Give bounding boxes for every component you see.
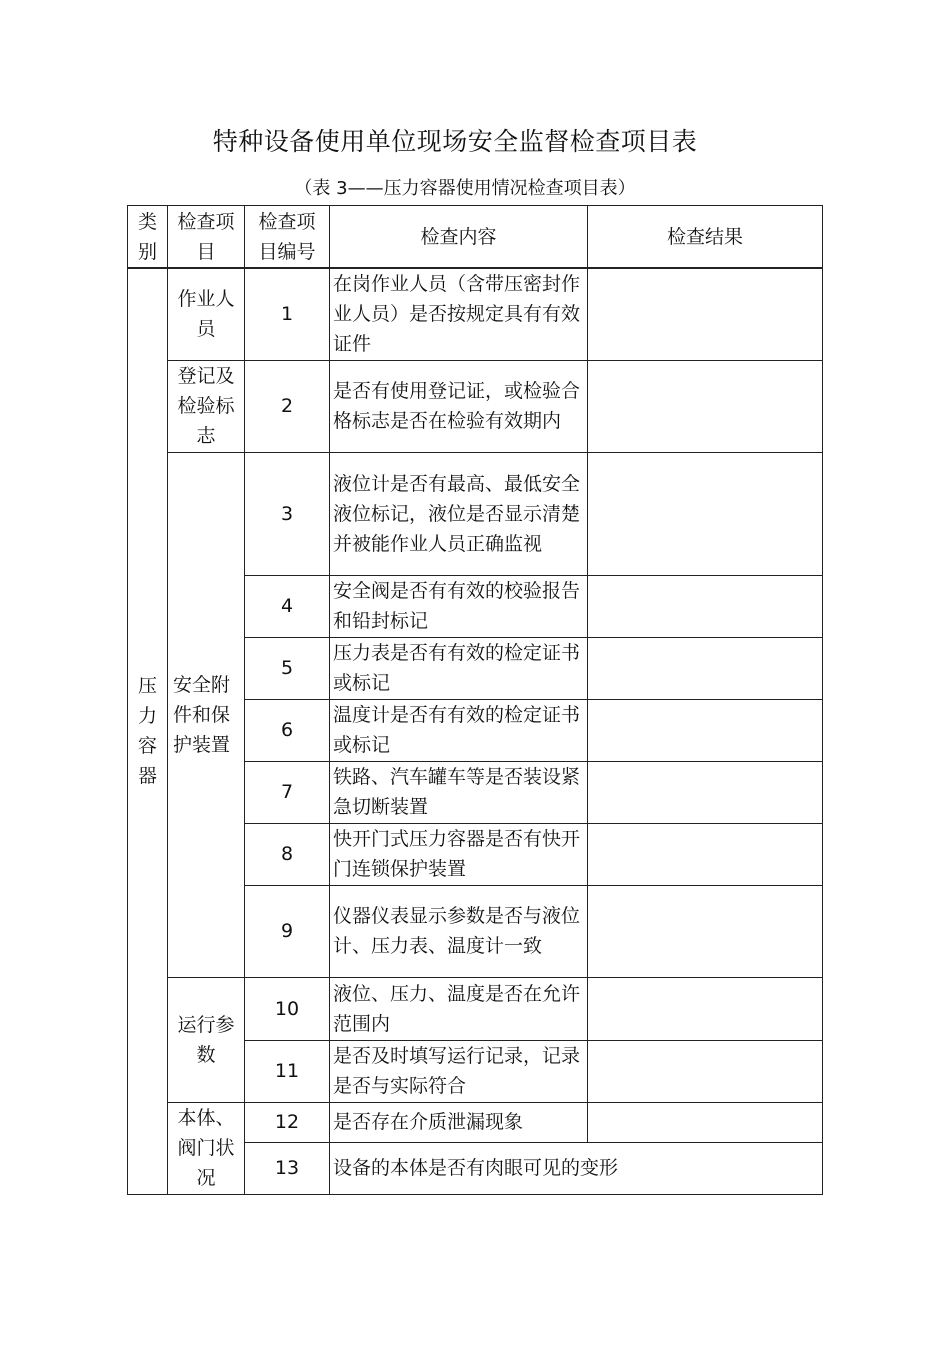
table-row (128, 268, 823, 360)
result-cell[interactable] (588, 885, 823, 977)
item-content: 压力表是否有有效的检定证书或标记 (330, 637, 588, 699)
header-row (128, 206, 823, 269)
item-content: 在岗作业人员（含带压密封作业人员）是否按规定具有有效证件 (330, 268, 588, 360)
category-cell (128, 268, 168, 1194)
table-row (128, 1102, 823, 1142)
item-content: 液位计是否有最高、最低安全液位标记，液位是否显示清楚并被能作业人员正确监视 (330, 452, 588, 575)
header-item-no: 检查项目编号 (245, 206, 330, 269)
result-cell[interactable] (588, 268, 823, 360)
header-result: 检查结果 (588, 206, 823, 269)
result-cell[interactable] (588, 575, 823, 637)
result-cell[interactable] (588, 699, 823, 761)
item-number: 13 (245, 1142, 330, 1194)
table-row (128, 452, 823, 575)
header-content: 检查内容 (330, 206, 588, 269)
item-content: 是否存在介质泄漏现象 (330, 1102, 588, 1142)
group-name: 登记及检验标志 (168, 360, 245, 452)
item-number: 2 (245, 360, 330, 452)
item-content: 安全阀是否有有效的校验报告和铅封标记 (330, 575, 588, 637)
item-content: 液位、压力、温度是否在允许范围内 (330, 977, 588, 1040)
item-content: 快开门式压力容器是否有快开门连锁保护装置 (330, 823, 588, 885)
header-item: 检查项目 (168, 206, 245, 269)
item-content: 铁路、汽车罐车等是否装设紧急切断装置 (330, 761, 588, 823)
page-title: 特种设备使用单位现场安全监督检查项目表 (212, 127, 698, 156)
item-number: 7 (245, 761, 330, 823)
item-number: 1 (245, 268, 330, 360)
item-content: 是否有使用登记证，或检验合格标志是否在检验有效期内 (330, 360, 588, 452)
inspection-table (127, 205, 823, 1195)
header-category: 类别 (128, 206, 168, 269)
item-number: 8 (245, 823, 330, 885)
group-name: 运行参数 (168, 977, 245, 1102)
item-number: 9 (245, 885, 330, 977)
result-cell[interactable] (588, 452, 823, 575)
item-number: 4 (245, 575, 330, 637)
result-cell[interactable] (588, 823, 823, 885)
category-label: 压力容器 (137, 675, 157, 788)
item-content: 温度计是否有有效的检定证书或标记 (330, 699, 588, 761)
item-content: 仪器仪表显示参数是否与液位计、压力表、温度计一致 (330, 885, 588, 977)
result-cell[interactable] (588, 761, 823, 823)
item-number: 6 (245, 699, 330, 761)
item-number: 10 (245, 977, 330, 1040)
group-name: 本体、阀门状况 (168, 1102, 245, 1194)
item-content: 设备的本体是否有肉眼可见的变形 (330, 1142, 823, 1194)
item-content: 是否及时填写运行记录，记录是否与实际符合 (330, 1040, 588, 1102)
item-number: 3 (245, 452, 330, 575)
item-number: 11 (245, 1040, 330, 1102)
group-name: 安全附件和保护装置 (168, 452, 245, 977)
result-cell[interactable] (588, 977, 823, 1040)
table-subtitle: （表 3——压力容器使用情况检查项目表） (294, 178, 636, 199)
table-row (128, 360, 823, 452)
item-number: 5 (245, 637, 330, 699)
group-name: 作业人员 (168, 268, 245, 360)
result-cell[interactable] (588, 1102, 823, 1142)
item-number: 12 (245, 1102, 330, 1142)
result-cell[interactable] (588, 360, 823, 452)
result-cell[interactable] (588, 1040, 823, 1102)
table-row (128, 977, 823, 1040)
result-cell[interactable] (588, 637, 823, 699)
